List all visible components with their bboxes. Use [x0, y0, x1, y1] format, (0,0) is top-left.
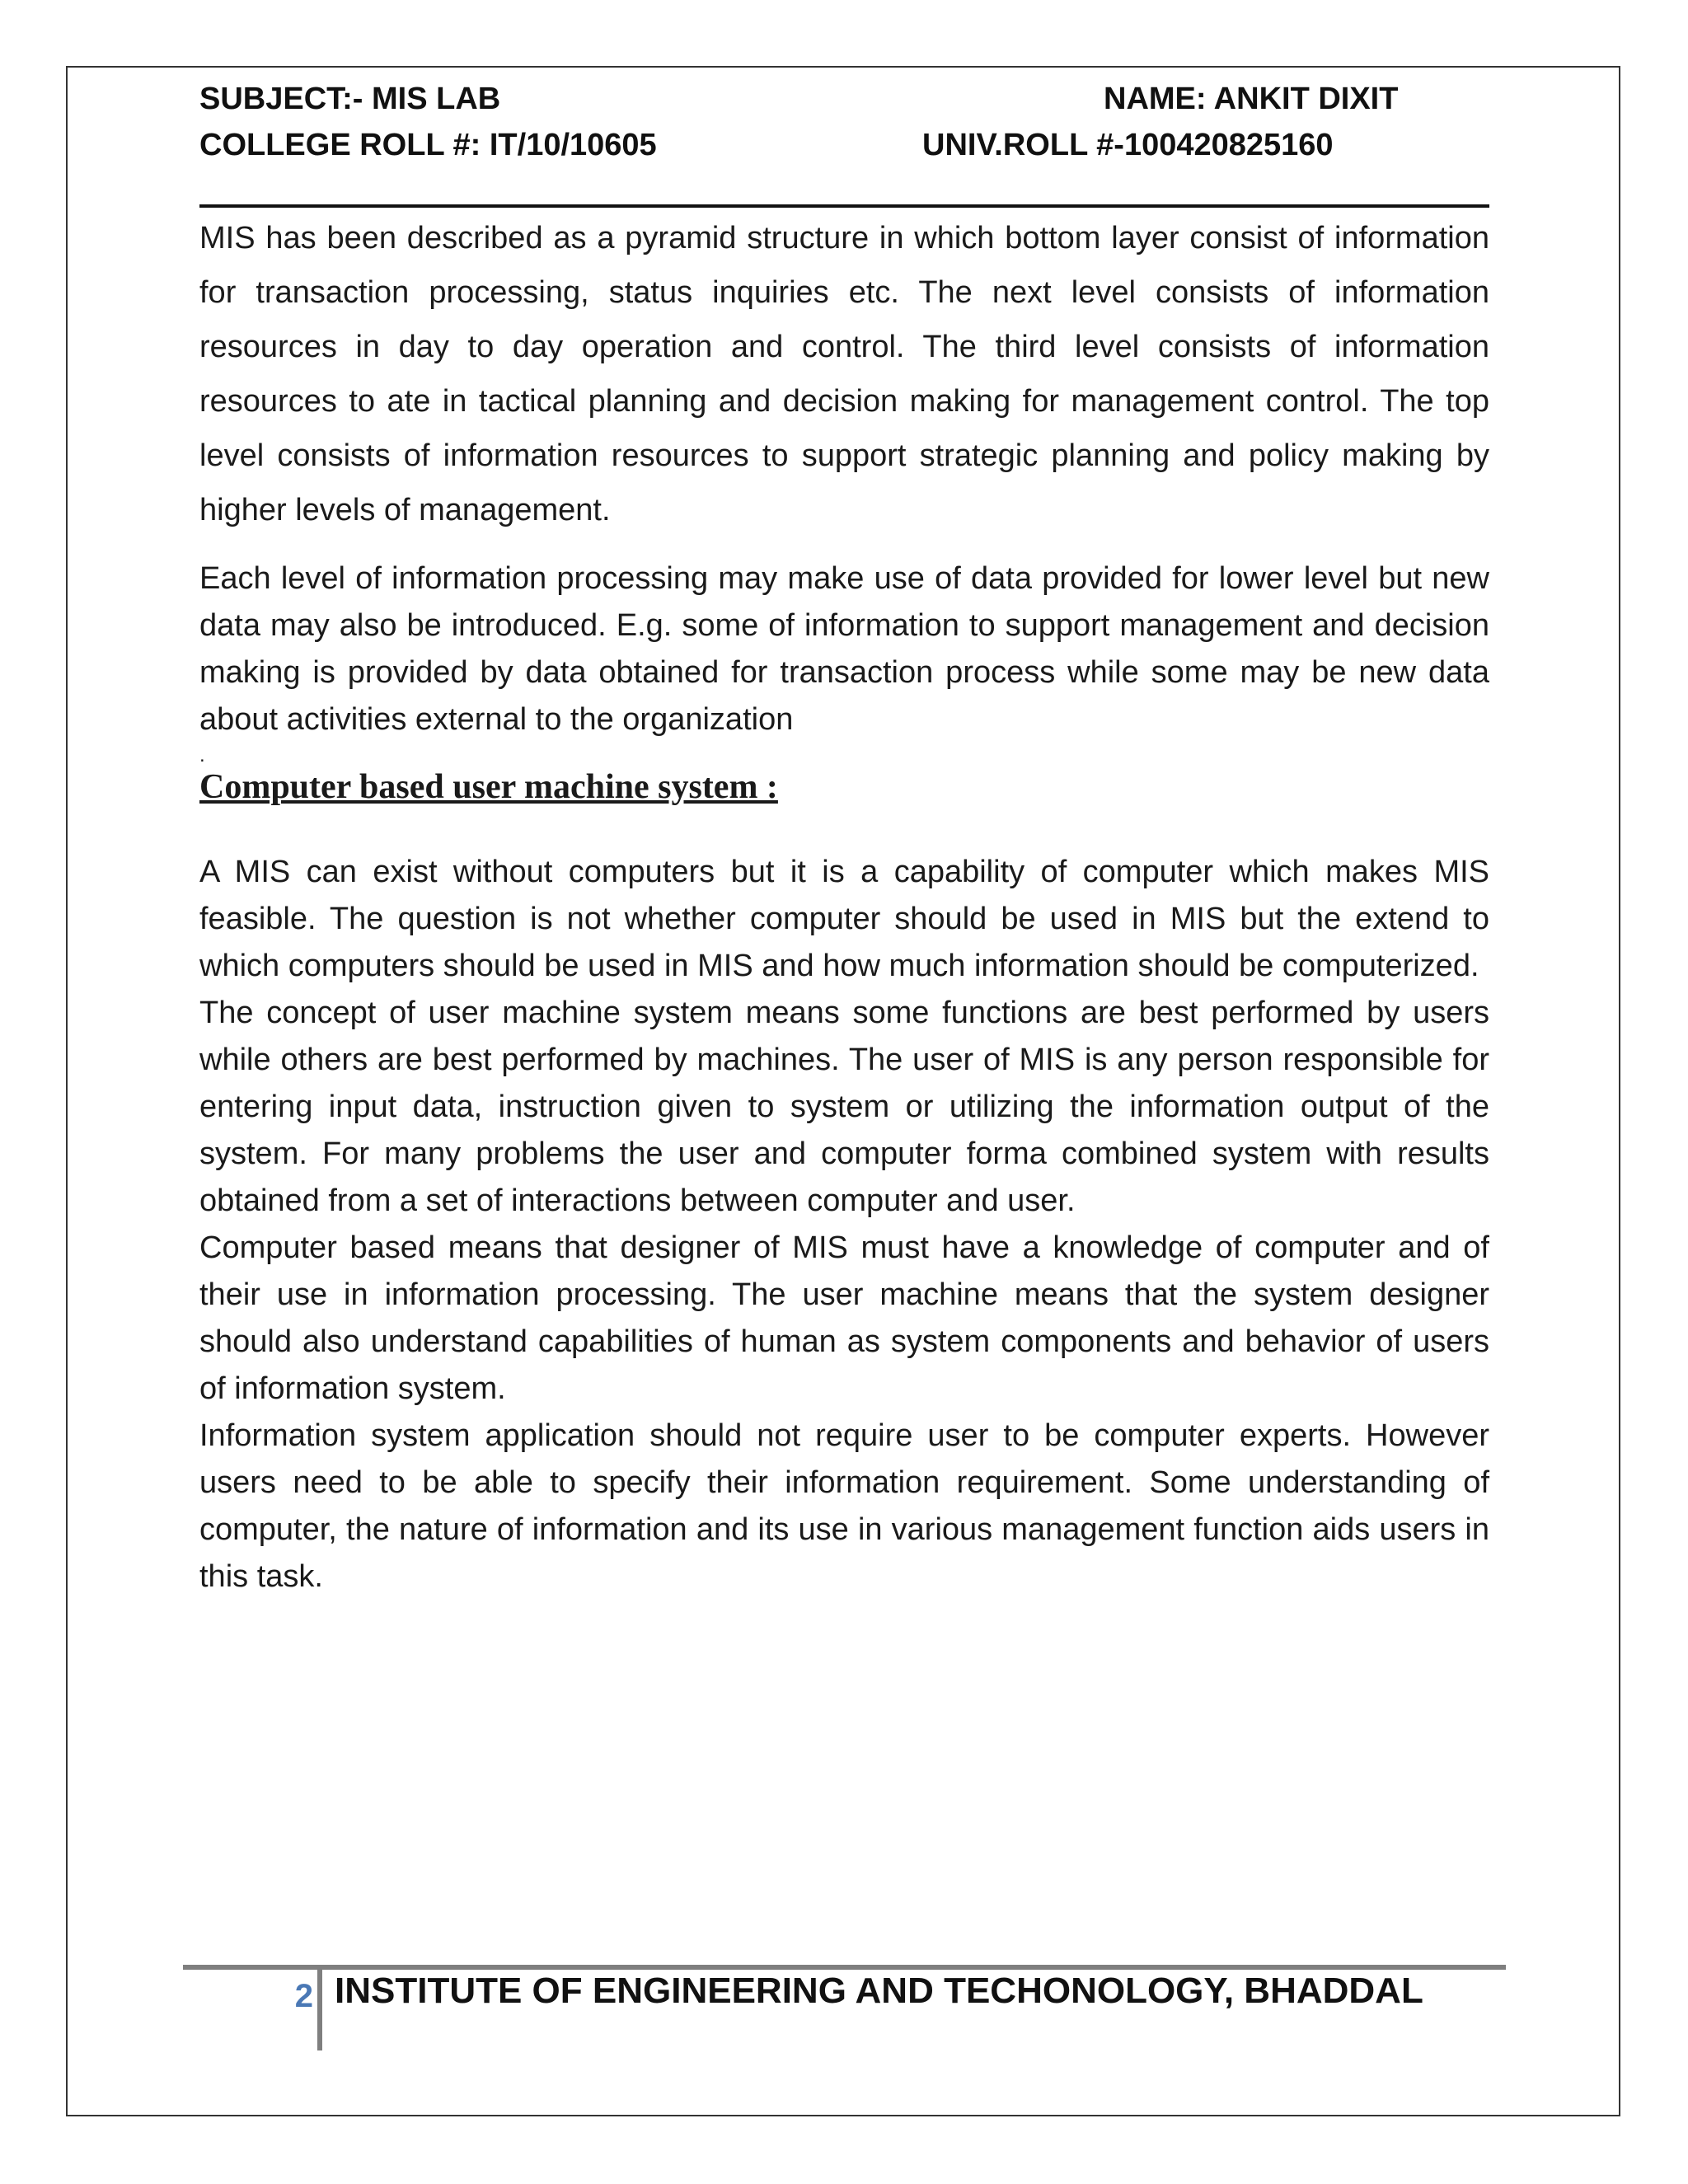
institute-name: INSTITUTE OF ENGINEERING AND TECHONOLOGY, BHADDAL	[335, 1971, 1423, 2011]
body-paragraph: Computer based means that designer of MIS must have a knowledge of computer and of their use in information processing. The user machine means that the system designer should also understand capabilities of human as system components and behavior of users of information system.	[199, 1230, 1489, 1406]
subject-label: SUBJECT:- MIS LAB	[199, 82, 501, 116]
footer-vertical-divider	[317, 1970, 322, 2050]
body-paragraph: A MIS can exist without computers but it is a capability of computer which makes MIS feasible. The question is not whether computer should be used in MIS but the extend to which computers should be used in MIS and how much information should be computerized.	[199, 855, 1489, 983]
body-paragraph: Information system application should not require user to be computer experts. However users need to be able to specify their information requirement. Some understanding of computer, the nature of information and its use in various management function aids users in this task.	[199, 1418, 1489, 1594]
section-heading: Computer based user machine system :	[199, 768, 778, 806]
student-name: NAME: ANKIT DIXIT	[1104, 82, 1399, 116]
paragraph-pyramid: MIS has been described as a pyramid structure in which bottom layer consist of information for transaction processing, status inquiries etc. The next level consists of information resources in day to day operation and control. The third level consists of information resources to ate in tactical planning and decision making for management control. The top level consists of information resources to support strategic planning and policy making by higher levels of management.	[199, 221, 1489, 527]
paragraph-levels: Each level of information processing may make use of data provided for lower level but new data may also be introduced. E.g. some of information to support management and decision making is provided by data obtained for transaction process while some may be new data about activities external to the organization	[199, 561, 1489, 737]
section-body	[199, 849, 1489, 1601]
college-roll: COLLEGE ROLL #: IT/10/10605	[199, 128, 657, 162]
body-paragraph: The concept of user machine system means some functions are best performed by users while others are best performed by machines. The user of MIS is any person responsible for entering input data, instruction given to system or utilizing the information output of the system. For many problems the user and computer forma combined system with results obtained from a set of interactions between computer and user.	[199, 996, 1489, 1218]
header-row-1	[199, 76, 1489, 122]
univ-roll: UNIV.ROLL #-100420825160	[922, 128, 1334, 162]
header-divider	[199, 204, 1489, 208]
stray-dot: .	[199, 744, 205, 766]
page-number: 2	[294, 1978, 313, 2014]
document-header	[199, 76, 1489, 168]
document-body	[199, 211, 1489, 1601]
header-row-2	[199, 122, 1489, 168]
